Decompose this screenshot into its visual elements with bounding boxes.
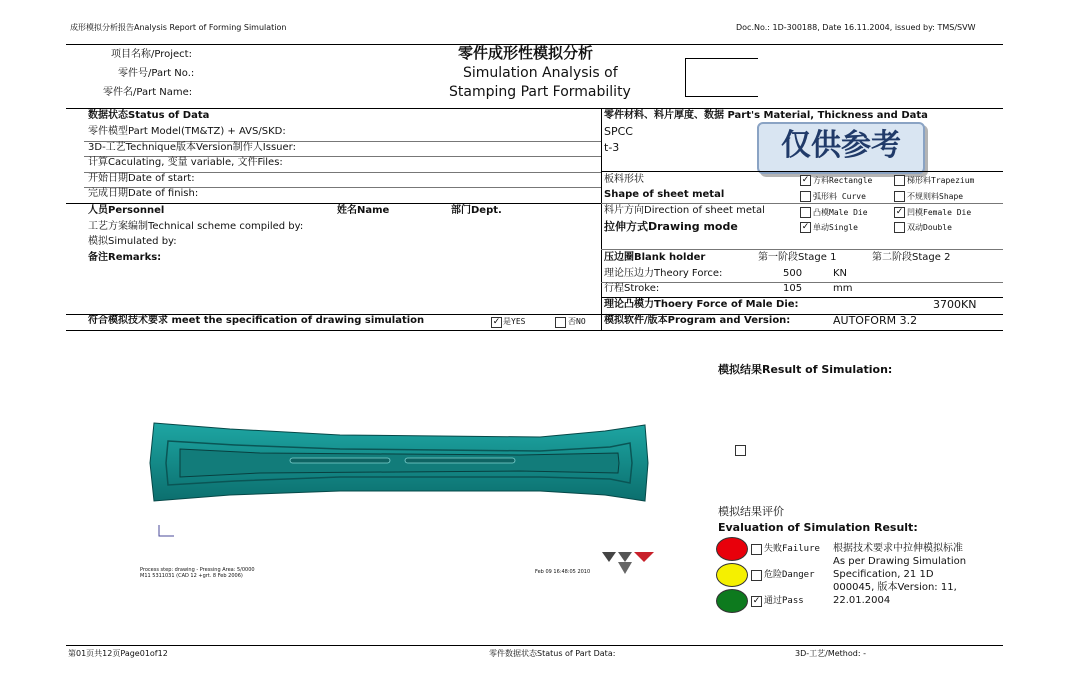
reference-stamp-text: 仅供参考 [781,128,901,163]
danger-label: 危险Danger [764,570,815,580]
drawing-mode: 拉伸方式Drawing mode [604,220,738,233]
footer-method: 3D-工艺/Method: - [795,649,866,658]
thickness-value: t-3 [604,141,620,154]
danger-indicator [716,563,748,587]
single-label: 单动Single [813,223,858,232]
technique: 3D-工艺Technique版本Version制作人Issuer: [88,142,296,153]
part-image-box [685,58,758,97]
spec-line-1: 根据技术要求中拉伸模拟标准 [833,543,963,554]
yes-checkbox[interactable]: ✓ [492,317,501,327]
personnel: 人员Personnel [88,205,165,216]
curve-label: 弧形料 Curve [813,192,866,201]
no-checkbox[interactable] [555,317,566,328]
meet-spec: 符合模拟技术要求 meet the specification of drawing simulation [88,315,425,326]
row-rule [601,282,1003,283]
yes-label: 是YES [503,317,526,326]
image-caption-1: Process step: drawing - Pressing Area: 5/0000 [140,567,255,573]
material-value: SPCC [604,125,633,138]
irregular-checkbox[interactable] [894,191,905,202]
scheme-compiled: 工艺方案编制Technical scheme compiled by: [88,221,304,232]
stroke-label: 行程Stroke: [604,283,660,294]
date-finish: 完成日期Date of finish: [88,188,199,199]
female-die-label: 凹模Female Die [907,208,972,217]
stage-1: 第一阶段Stage 1 [758,252,837,263]
part-no-label: 零件号/Part No.: [118,68,195,79]
reference-stamp [757,122,925,174]
row-rule [601,171,1003,172]
trapezium-label: 梯形料Trapezium [907,176,975,185]
image-caption-2: M11 5311031 (CAD 12 +grt. 8 Feb 2006) [140,573,243,579]
pass-label: 通过Pass [764,596,804,606]
company-logo-icon [602,552,656,576]
stroke-value: 105 [783,283,803,294]
trapezium-checkbox[interactable] [894,175,905,186]
header-left: 成形模拟分析报告Analysis Report of Forming Simulation [70,23,287,32]
rectangle-label: 方料Rectangle [813,176,873,185]
result-checkbox[interactable] [735,445,746,456]
double-checkbox[interactable] [894,222,905,233]
name-header: 姓名Name [337,205,390,216]
remarks: 备注Remarks: [88,252,162,263]
rectangle-checkbox[interactable]: ✓ [801,175,810,185]
footer-rule [66,645,1003,646]
spec-line-2: As per Drawing Simulation [833,556,967,567]
header-right: Doc.No.: 1D-300188, Date 16.11.2004, issued by: TMS/SVW [736,23,976,32]
theory-force-unit: KN [833,268,848,279]
male-die-checkbox[interactable] [800,207,811,218]
direction-label: 料片方向Direction of sheet metal [604,205,765,216]
failure-label: 失败Failure [764,544,820,554]
single-checkbox[interactable]: ✓ [801,222,810,232]
footer-status: 零件数据状态Status of Part Data: [489,649,616,658]
male-force-value: 3700KN [933,298,977,311]
row-rule [601,249,1003,250]
female-die-checkbox[interactable]: ✓ [895,207,904,217]
spec-line-3: Specification, 21 1D [833,569,934,580]
title-en-2: Stamping Part Formability [449,84,631,100]
pass-checkbox[interactable]: ✓ [752,596,761,606]
date-start: 开始日期Date of start: [88,173,195,184]
row-rule [66,203,601,204]
eval-en: Evaluation of Simulation Result: [718,521,918,534]
male-die-label: 凸模Male Die [813,208,868,217]
pass-indicator [716,589,748,613]
title-cn: 零件成形性模拟分析 [458,44,594,62]
footer-page: 第01页共12页Page01of12 [68,649,168,658]
dept-header: 部门Dept. [451,205,502,216]
axis-triad-icon [156,523,178,539]
calc: 计算Caculating, 变量 variable, 文件Files: [88,157,283,168]
danger-checkbox[interactable] [751,570,762,581]
table-top-rule [66,108,1003,109]
blank-holder: 压边圈Blank holder [604,252,706,263]
result-title: 模拟结果Result of Simulation: [718,363,893,376]
shape-cn: 板料形状 [604,174,644,185]
theory-force-value: 500 [783,268,803,279]
table-bottom-rule [66,330,1003,331]
theory-force-label: 理论压边力Theory Force: [604,268,723,279]
row-rule [601,203,1003,204]
stamped-part-image [140,415,660,510]
curve-checkbox[interactable] [800,191,811,202]
title-en-1: Simulation Analysis of [463,65,618,81]
part-model: 零件模型Part Model(TM&TZ) + AVS/SKD: [88,126,286,137]
spec-line-4: 000045, 版本Version: 11, [833,582,957,593]
program-value: AUTOFORM 3.2 [833,314,918,327]
stroke-unit: mm [833,283,853,294]
status-of-data: 数据状态Status of Data [88,110,210,121]
irregular-label: 不规则料Shape [907,192,964,201]
program-label: 模拟软件/版本Program and Version: [604,315,791,326]
shape-en: Shape of sheet metal [604,189,725,200]
part-name-label: 零件名/Part Name: [103,87,193,98]
material-header: 零件材料、料片厚度、数据 Part's Material, Thickness and Data [604,110,928,121]
double-label: 双动Double [907,223,952,232]
no-label: 否NO [568,317,586,326]
stage-2: 第二阶段Stage 2 [872,252,951,263]
eval-cn: 模拟结果评价 [718,505,784,518]
male-force-label: 理论凸模力Thoery Force of Male Die: [604,299,799,310]
part-rib [405,458,515,463]
failure-checkbox[interactable] [751,544,762,555]
spec-line-5: 22.01.2004 [833,595,891,606]
project-label: 项目名称/Project: [111,49,192,60]
simulated-by: 模拟Simulated by: [88,236,177,247]
image-caption-date: Feb 09 16:48:05 2010 [535,569,591,575]
failure-indicator [716,537,748,561]
part-rib [290,458,390,463]
